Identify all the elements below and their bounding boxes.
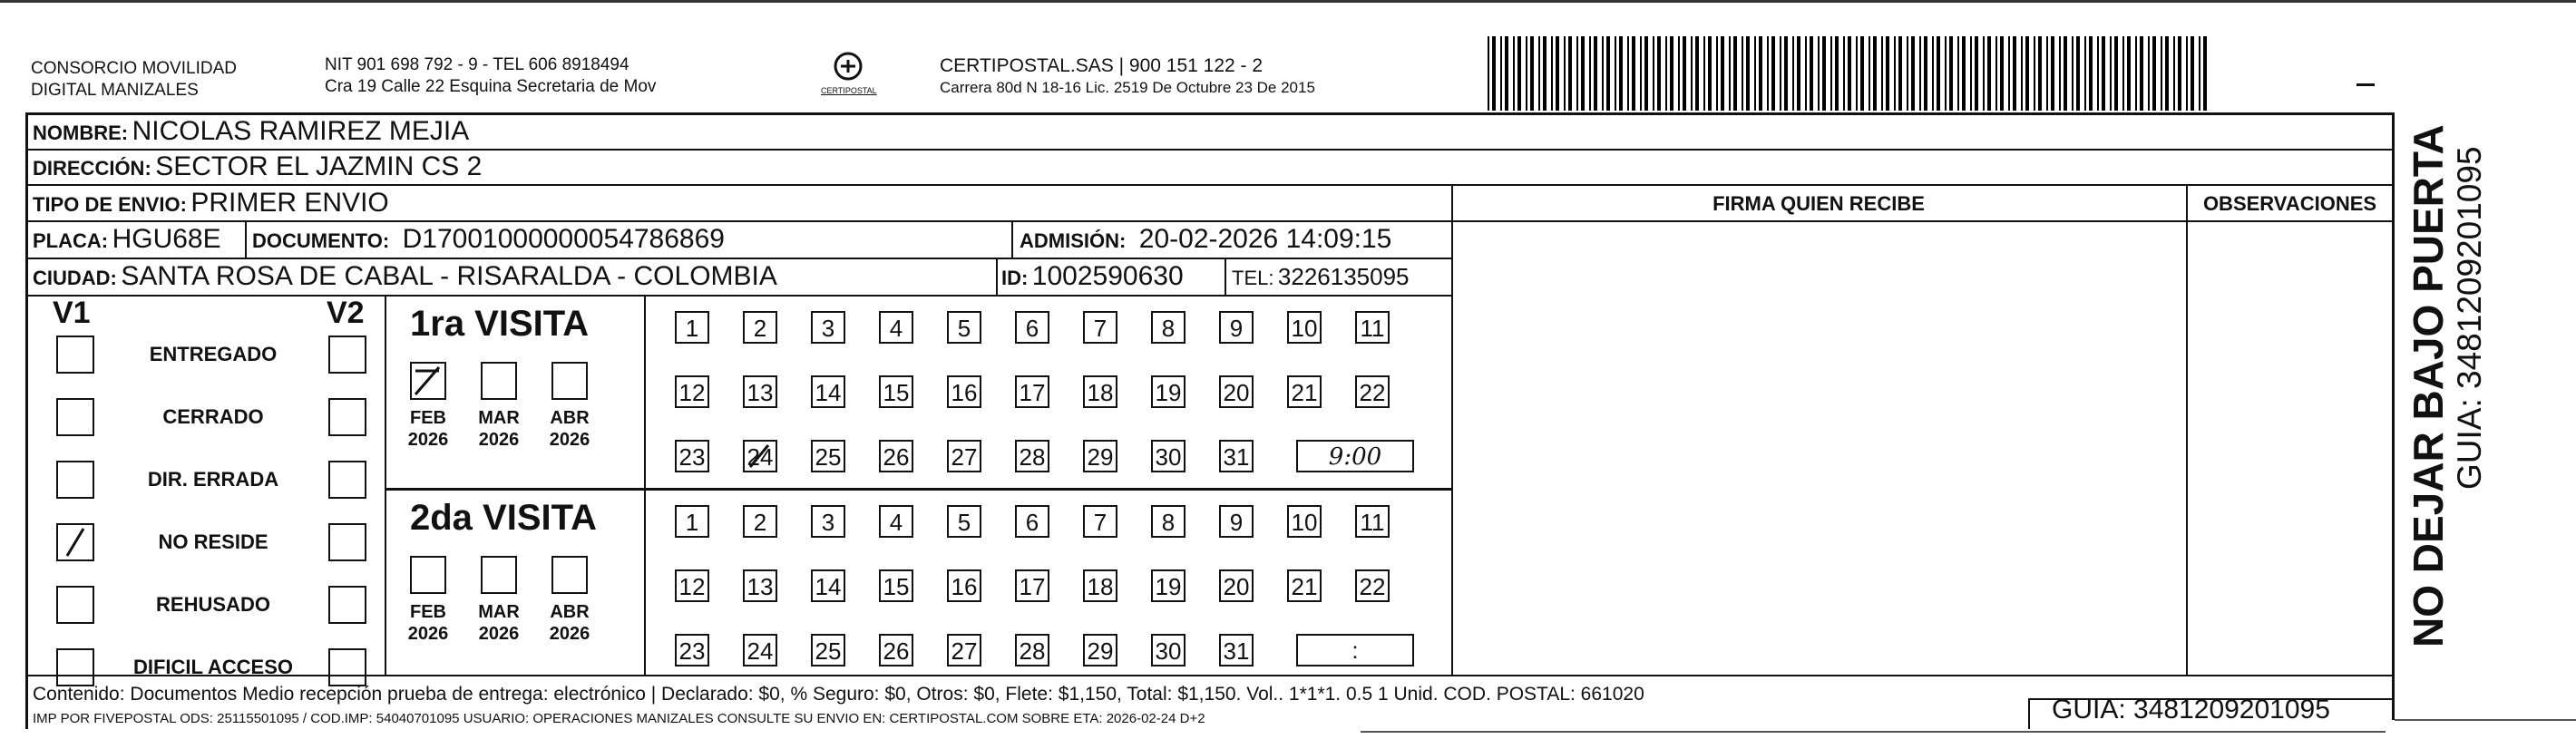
logo-text: CERTIPOSTAL [821, 86, 877, 95]
barcode-bar [2021, 36, 2023, 111]
day-box[interactable]: 8 [1151, 505, 1186, 538]
imp-line: IMP POR FIVEPOSTAL ODS: 25115501095 / COD.IMP: 54040701095 USUARIO: OPERACIONES MANIZALES CONSULTE SU ENVIO EN: CERTIPOSTAL.COM SOBRE ETA: 2026-02-24 D+2 [33, 711, 1205, 726]
barcode-bar [2127, 36, 2131, 111]
month-year: 2026 [478, 430, 520, 450]
day-box[interactable]: 13 [743, 375, 777, 408]
day-box[interactable]: 27 [947, 634, 981, 666]
barcode-bar [1721, 36, 1724, 111]
courier-info [940, 54, 1315, 98]
barcode [1488, 36, 2213, 111]
day-box[interactable]: 7 [1083, 505, 1117, 538]
barcode-bar [1581, 36, 1585, 111]
barcode-bar [1683, 36, 1686, 111]
day-box[interactable]: 28 [1015, 440, 1049, 472]
barcode-bar [1919, 36, 1921, 111]
barcode-bar [1835, 36, 1839, 111]
day-box[interactable]: 25 [811, 634, 845, 666]
day-box[interactable]: 11 [1355, 505, 1390, 538]
status-label: DIFICIL ACCESO [132, 656, 293, 678]
day-box[interactable]: 17 [1015, 569, 1049, 602]
barcode-bar [2059, 36, 2061, 111]
barcode-bar [1500, 36, 1502, 111]
day-box[interactable]: 19 [1151, 569, 1186, 602]
barcode-bar [1589, 36, 1591, 111]
day-box[interactable]: 22 [1355, 375, 1390, 408]
day-box[interactable]: 1 [675, 311, 709, 344]
barcode-bar [1733, 36, 1737, 111]
tipo-envio-label: TIPO DE ENVIO: [33, 193, 187, 216]
barcode-bar [1856, 36, 1858, 111]
barcode-bar [2186, 36, 2188, 111]
barcode-bar [1619, 36, 1623, 111]
barcode-bar [1962, 36, 1966, 111]
v2-checkbox[interactable] [328, 398, 366, 436]
barcode-bar [1746, 36, 1750, 111]
day-box[interactable]: 14 [811, 375, 845, 408]
time-field[interactable] [1296, 440, 1414, 472]
visit-title-2: 2da VISITA [410, 498, 597, 538]
barcode-bar [1873, 36, 1877, 111]
day-box[interactable]: 20 [1219, 569, 1254, 602]
day-box[interactable]: 3 [811, 311, 845, 344]
barcode-bar [1830, 36, 1832, 111]
barcode-bar [1551, 36, 1553, 111]
day-box[interactable]: 3 [811, 505, 845, 538]
barcode-bar [1771, 36, 1775, 111]
month-label [474, 407, 523, 451]
barcode-bar [1644, 36, 1648, 111]
direccion-field [33, 151, 482, 182]
barcode-bar [1606, 36, 1610, 111]
month-year: 2026 [549, 624, 590, 644]
day-box[interactable]: 23 [675, 634, 709, 666]
day-box[interactable]: 29 [1083, 440, 1117, 472]
visit-title-1: 1ra VISITA [410, 304, 590, 344]
v1-header: V1 [53, 296, 91, 330]
day-box[interactable]: 16 [947, 375, 981, 408]
barcode-bar [1945, 36, 1947, 111]
admision-label: ADMISIÓN: [1020, 229, 1127, 252]
documento-label: DOCUMENTO: [252, 229, 390, 252]
bottom-edge-right [2395, 719, 2576, 721]
day-box[interactable]: 25 [811, 440, 845, 472]
sender-name-line2: DIGITAL MANIZALES [31, 81, 199, 100]
check-mark-icon [412, 364, 444, 398]
row-line [25, 675, 2393, 676]
month-name: MAR [478, 602, 520, 622]
day-box[interactable]: 31 [1219, 634, 1254, 666]
day-box[interactable]: 31 [1219, 440, 1254, 472]
barcode-bar [1576, 36, 1578, 111]
barcode-bar [2191, 36, 2194, 111]
month-year: 2026 [549, 430, 590, 450]
firma-header: FIRMA QUIEN RECIBE [1712, 192, 1925, 215]
day-box[interactable]: 17 [1015, 375, 1049, 408]
barcode-bar [2161, 36, 2162, 111]
row-line [25, 295, 1451, 297]
handwritten-time: 9:00 [1328, 443, 1382, 471]
barcode-bar [1754, 36, 1756, 111]
barcode-bar [1742, 36, 1743, 111]
v1-checkbox[interactable] [56, 523, 94, 561]
barcode-bar [1894, 36, 1896, 111]
id-label: ID: [1001, 267, 1029, 289]
barcode-bar [2034, 36, 2035, 111]
day-box[interactable]: 6 [1015, 505, 1049, 538]
barcode-bar [1602, 36, 1604, 111]
barcode-bar [1564, 36, 1566, 111]
v1-checkbox[interactable] [56, 648, 94, 686]
form-top-border [25, 112, 2395, 115]
day-box[interactable]: 26 [879, 634, 913, 666]
barcode-bar [2152, 36, 2156, 111]
firma-area[interactable] [1453, 222, 2184, 673]
day-box[interactable]: 14 [811, 569, 845, 602]
sender-name-line1: CONSORCIO MOVILIDAD [31, 59, 237, 78]
barcode-bar [1767, 36, 1769, 111]
barcode-bar [1810, 36, 1813, 111]
tipo-envio-field [33, 188, 389, 219]
day-box[interactable]: 23 [675, 440, 709, 472]
barcode-bar [2102, 36, 2105, 111]
barcode-bar [1488, 36, 1489, 111]
v1-checkbox[interactable] [56, 398, 94, 436]
month-name: ABR [550, 408, 590, 428]
day-box[interactable]: 18 [1083, 569, 1117, 602]
v1-checkbox[interactable] [56, 336, 94, 374]
month-checkbox-mar[interactable] [481, 362, 517, 400]
barcode-bar [1924, 36, 1927, 111]
barcode-bar [1995, 36, 1997, 111]
status-label: REHUSADO [156, 593, 270, 616]
day-box[interactable]: 7 [1083, 311, 1117, 344]
v2-checkbox[interactable] [328, 461, 366, 499]
ciudad-label: CIUDAD: [33, 267, 117, 289]
v2-checkbox[interactable] [328, 648, 366, 686]
barcode-bar [2064, 36, 2067, 111]
day-box[interactable]: 19 [1151, 375, 1186, 408]
ciudad-field [33, 261, 777, 292]
direccion-label: DIRECCIÓN: [33, 157, 151, 180]
day-box[interactable]: 15 [879, 375, 913, 408]
barcode-bar [1538, 36, 1540, 111]
month-name: MAR [478, 408, 520, 428]
direccion-value: SECTOR EL JAZMIN CS 2 [155, 151, 483, 181]
barcode-bar [1970, 36, 1972, 111]
day-box[interactable]: 13 [743, 569, 777, 602]
row-line [25, 258, 1451, 259]
row-line [25, 184, 2395, 186]
barcode-bar [1505, 36, 1508, 111]
barcode-bar [1530, 36, 1534, 111]
barcode-bar [1780, 36, 1781, 111]
barcode-bar [1911, 36, 1915, 111]
day-box[interactable]: 26 [879, 440, 913, 472]
barcode-bar [1513, 36, 1515, 111]
barcode-bar [2097, 36, 2099, 111]
barcode-bar [1615, 36, 1616, 111]
barcode-bar [1678, 36, 1680, 111]
courier-license: Carrera 80d N 18-16 Lic. 2519 De Octubre 23 De 2015 [940, 79, 1315, 96]
nombre-label: NOMBRE: [33, 122, 129, 144]
barcode-bar [1568, 36, 1572, 111]
certipostal-logo [821, 51, 875, 95]
month-label [404, 407, 453, 451]
day-box[interactable]: 18 [1083, 375, 1117, 408]
day-box[interactable]: 5 [947, 505, 981, 538]
ciudad-value: SANTA ROSA DE CABAL - RISARALDA - COLOMBIA [121, 261, 777, 291]
barcode-bar [1949, 36, 1953, 111]
month-year: 2026 [478, 624, 520, 644]
barcode-bar [2072, 36, 2073, 111]
check-mark-icon [58, 525, 93, 559]
row-line [25, 149, 2395, 151]
barcode-bar [2165, 36, 2169, 111]
barcode-bar [1932, 36, 1934, 111]
sender-nit: NIT 901 698 792 - 9 - TEL 606 8918494 [325, 55, 629, 74]
day-box[interactable]: 16 [947, 569, 981, 602]
form-left-border [25, 112, 28, 729]
barcode-bar [1818, 36, 1820, 111]
day-box[interactable]: 30 [1151, 440, 1186, 472]
day-box[interactable]: 30 [1151, 634, 1186, 666]
placa-label: PLACA: [33, 229, 109, 252]
placa-field [33, 224, 221, 255]
barcode-bar [2008, 36, 2010, 111]
nombre-value: NICOLAS RAMIREZ MEJIA [132, 116, 470, 146]
day-box[interactable]: 21 [1287, 375, 1322, 408]
month-name: ABR [550, 602, 590, 622]
documento-field [252, 224, 725, 255]
day-box[interactable]: 10 [1287, 505, 1322, 538]
barcode-bar [2076, 36, 2080, 111]
dash-mark [2356, 83, 2375, 86]
v2-checkbox[interactable] [328, 523, 366, 561]
barcode-bar [2199, 36, 2200, 111]
month-label [474, 601, 523, 645]
barcode-bar [2051, 36, 2054, 111]
barcode-bar [2000, 36, 2004, 111]
barcode-bar [2046, 36, 2048, 111]
barcode-bar [1898, 36, 1902, 111]
day-box[interactable]: 29 [1083, 634, 1117, 666]
day-box[interactable]: 5 [947, 311, 981, 344]
barcode-bar [2038, 36, 2042, 111]
month-year: 2026 [407, 430, 449, 450]
observaciones-area[interactable] [2188, 222, 2391, 673]
barcode-bar [2122, 36, 2124, 111]
day-box[interactable]: 4 [879, 311, 913, 344]
admision-field [1020, 224, 1391, 255]
tel-field [1232, 263, 1410, 291]
barcode-bar [1822, 36, 1826, 111]
barcode-bar [1797, 36, 1800, 111]
sender-name [31, 58, 237, 102]
barcode-bar [1695, 36, 1699, 111]
barcode-bar [1594, 36, 1597, 111]
sender-address: Cra 19 Calle 22 Esquina Secretaria de Mov [325, 77, 657, 96]
barcode-bar [1526, 36, 1527, 111]
row-line [25, 220, 1451, 222]
col-line [1011, 220, 1013, 258]
barcode-bar [1492, 36, 1496, 111]
observaciones-header: OBSERVACIONES [2202, 192, 2377, 215]
day-box[interactable]: 28 [1015, 634, 1049, 666]
month-label [545, 601, 594, 645]
barcode-bar [1843, 36, 1845, 111]
v1-checkbox[interactable] [56, 461, 94, 499]
tipo-envio-value: PRIMER ENVIO [190, 188, 389, 218]
barcode-bar [1848, 36, 1851, 111]
day-box[interactable]: 1 [675, 505, 709, 538]
barcode-bar [1691, 36, 1693, 111]
barcode-bar [1632, 36, 1635, 111]
barcode-bar [1657, 36, 1661, 111]
barcode-bar [1517, 36, 1521, 111]
col-line [245, 220, 247, 258]
v2-header: V2 [327, 296, 365, 330]
guia-footer: GUIA: 3481209201095 [2052, 695, 2330, 725]
admision-value: 20-02-2026 14:09:15 [1138, 224, 1392, 254]
contenido-line: Contenido: Documentos Medio recepción prueba de entrega: electrónico | Declarado: $0, % Seguro: $0, Otros: $0, Flete: $1,150, Total: $1,150. Vol.. 1*1*1. 0.5 1 Unid. COD. POSTAL: 661020 [33, 684, 1644, 705]
id-value: 1002590630 [1031, 261, 1184, 291]
barcode-bar [2025, 36, 2029, 111]
barcode-bar [1759, 36, 1762, 111]
side-guia: GUIA: 3481209201095 [2451, 146, 2488, 490]
tel-label: TEL: [1232, 267, 1274, 289]
barcode-bar [1543, 36, 1547, 111]
day-box[interactable]: 11 [1355, 311, 1390, 344]
barcode-bar [1869, 36, 1870, 111]
barcode-bar [1907, 36, 1908, 111]
barcode-bar [1860, 36, 1864, 111]
barcode-bar [2173, 36, 2175, 111]
barcode-bar [2148, 36, 2150, 111]
day-mark-icon [745, 442, 776, 471]
barcode-bar [2084, 36, 2086, 111]
month-year: 2026 [407, 624, 449, 644]
day-box[interactable]: 9 [1219, 311, 1254, 344]
month-label [404, 601, 453, 645]
day-box[interactable]: 2 [743, 311, 777, 344]
v1-checkbox[interactable] [56, 586, 94, 624]
col-line [1225, 258, 1226, 295]
id-field [1001, 261, 1184, 292]
month-checkbox-feb[interactable] [410, 362, 446, 400]
month-checkbox-mar[interactable] [481, 556, 517, 594]
barcode-bar [1653, 36, 1654, 111]
day-box[interactable]: 20 [1219, 375, 1254, 408]
months-divider [644, 295, 646, 675]
nombre-field [33, 116, 469, 147]
scan-top-edge [0, 0, 2576, 3]
barcode-bar [1792, 36, 1794, 111]
barcode-bar [1983, 36, 1985, 111]
time-field[interactable]: : [1296, 634, 1414, 666]
barcode-bar [1987, 36, 1991, 111]
no-dejar-bajo-puerta: NO DEJAR BAJO PUERTA [2405, 124, 2452, 647]
barcode-bar [1805, 36, 1807, 111]
barcode-bar [1670, 36, 1673, 111]
barcode-bar [2013, 36, 2016, 111]
month-name: FEB [410, 602, 446, 622]
barcode-bar [2114, 36, 2118, 111]
barcode-bar [2135, 36, 2137, 111]
barcode-bar [1937, 36, 1940, 111]
v2-checkbox[interactable] [328, 586, 366, 624]
barcode-bar [1716, 36, 1718, 111]
barcode-bar [1627, 36, 1629, 111]
barcode-bar [1975, 36, 1978, 111]
status-label: CERRADO [162, 405, 264, 428]
barcode-bar [1886, 36, 1889, 111]
day-box[interactable]: 15 [879, 569, 913, 602]
day-box[interactable]: 21 [1287, 569, 1322, 602]
barcode-bar [2203, 36, 2207, 111]
barcode-bar [2178, 36, 2181, 111]
courier-name: CERTIPOSTAL.SAS | 900 151 122 - 2 [940, 55, 1264, 76]
day-box[interactable]: 4 [879, 505, 913, 538]
month-checkbox-abr[interactable] [551, 556, 588, 594]
status-label: NO RESIDE [158, 530, 268, 553]
barcode-bar [1957, 36, 1959, 111]
status-divider [385, 295, 386, 675]
day-box[interactable]: 12 [675, 375, 709, 408]
documento-value: D17001000000054786869 [402, 224, 725, 254]
sender-info [325, 54, 656, 98]
barcode-bar [1784, 36, 1788, 111]
bottom-edge [1361, 731, 2386, 733]
barcode-bar [1665, 36, 1667, 111]
barcode-bar [2089, 36, 2093, 111]
barcode-bar [1729, 36, 1731, 111]
certipostal-logo-icon [830, 51, 866, 82]
month-checkbox-abr[interactable] [551, 362, 588, 400]
month-checkbox-feb[interactable] [410, 556, 446, 594]
barcode-bar [1703, 36, 1705, 111]
barcode-bar [1556, 36, 1559, 111]
barcode-graphic [1488, 36, 2213, 111]
day-box[interactable]: 24 [743, 440, 777, 472]
month-name: FEB [410, 408, 446, 428]
status-label: ENTREGADO [149, 343, 278, 365]
month-label [545, 407, 594, 451]
form-right-border [2392, 112, 2395, 720]
day-box[interactable]: 6 [1015, 311, 1049, 344]
day-box[interactable]: 2 [743, 505, 777, 538]
day-box[interactable]: 22 [1355, 569, 1390, 602]
day-box[interactable]: 27 [947, 440, 981, 472]
v2-checkbox[interactable] [328, 336, 366, 374]
tel-value: 3226135095 [1277, 263, 1410, 290]
barcode-bar [1708, 36, 1712, 111]
day-box[interactable]: 24 [743, 634, 777, 666]
day-box[interactable]: 8 [1151, 311, 1186, 344]
visit-divider [385, 488, 1451, 491]
placa-value: HGU68E [112, 224, 221, 254]
barcode-bar [1640, 36, 1642, 111]
barcode-bar [1881, 36, 1883, 111]
barcode-bar [2140, 36, 2143, 111]
col-line [996, 258, 998, 295]
day-box[interactable]: 10 [1287, 311, 1322, 344]
day-box[interactable]: 12 [675, 569, 709, 602]
status-label: DIR. ERRADA [147, 468, 279, 491]
barcode-bar [2110, 36, 2112, 111]
day-box[interactable]: 9 [1219, 505, 1254, 538]
